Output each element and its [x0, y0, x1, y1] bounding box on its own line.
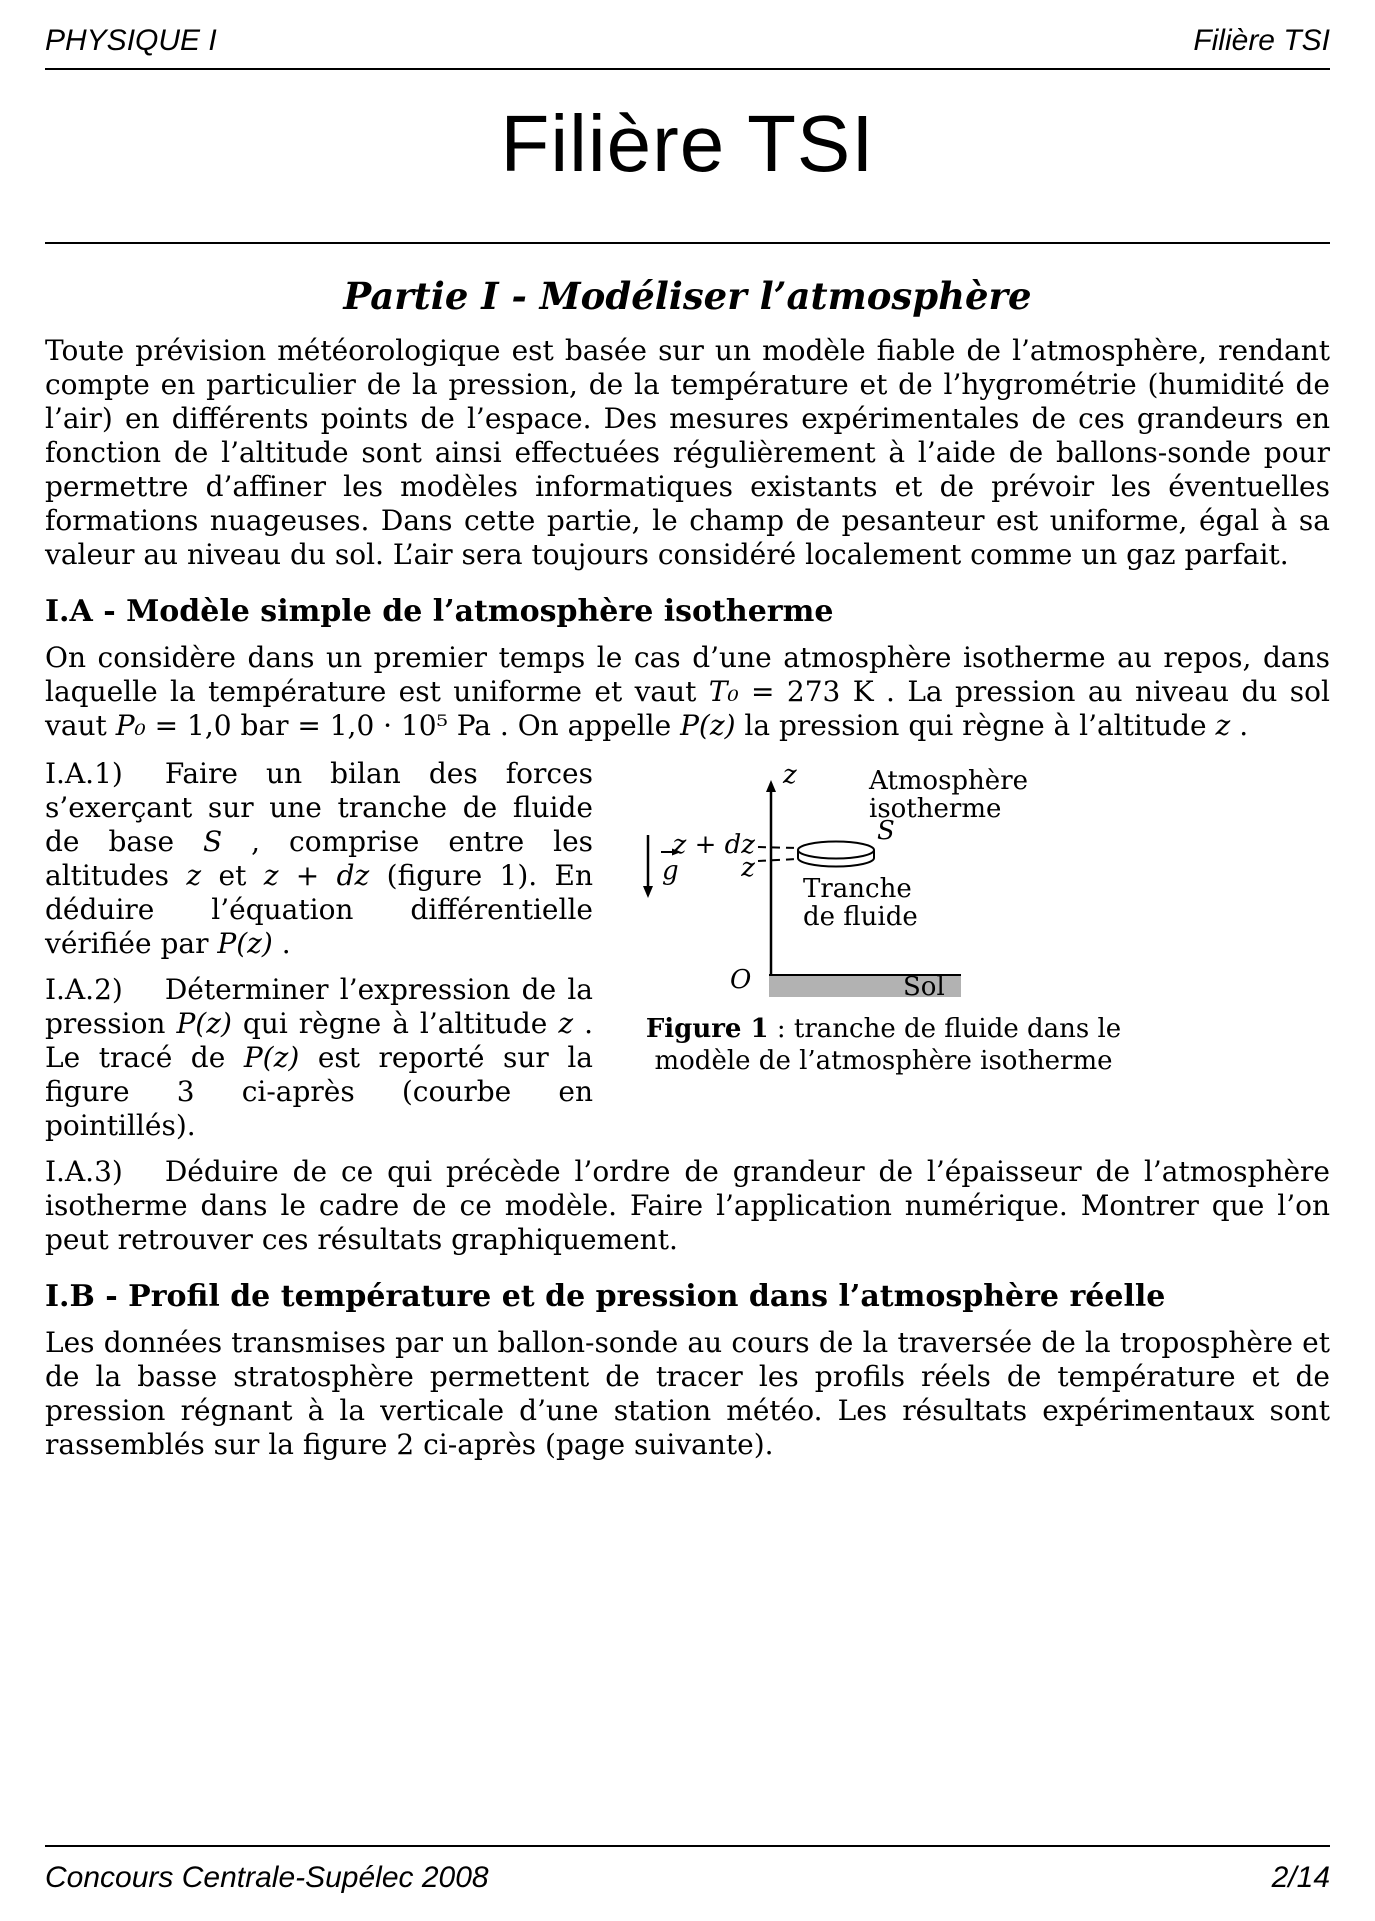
slice-label-line1: Tranche — [803, 874, 912, 904]
header-rule — [45, 68, 1330, 70]
header-track-label: Filière TSI — [1193, 24, 1330, 57]
gravity-label: g — [662, 856, 679, 886]
math-var-Pz: P(z) — [176, 1007, 232, 1040]
atmosphere-label-line1: Atmosphère — [869, 766, 1029, 796]
text-run: On considère dans un premier temps le cas d’une atmosphère isotherme au repos, dans laquelle la température est uniforme et vaut — [45, 641, 1330, 708]
text-run: est reporté sur la figure 3 ci-après (courbe en pointillés). — [45, 1041, 593, 1142]
section-ib-heading: I.B - Profil de température et de pression dans l’atmosphère réelle — [45, 1279, 1166, 1314]
math-var-P0: P₀ — [115, 709, 146, 742]
header-course-title: PHYSIQUE I — [45, 24, 217, 57]
running-header — [45, 24, 1330, 68]
math-var-T0: T₀ — [708, 675, 739, 708]
ground-label: Sol — [903, 972, 945, 1002]
text-run: Faire un bilan des forces s’exerçant sur une tranche de fluide de base — [45, 757, 593, 858]
text-run: , comprise entre les altitudes — [45, 825, 594, 892]
section-ib-paragraph: Les données transmises par un ballon-sonde au cours de la traversée de la troposphère et de la basse stratosphère permettent de tracer les profils réels de température et de pression régnant à la verticale d’une station météo. Les résultats expérimentaux sont rassemblés sur la figure 2 ci-après (page suivante). — [45, 1326, 1330, 1461]
math-var-Pz: P(z) — [243, 1041, 300, 1074]
math-var-z-plus-dz: z + dz — [263, 859, 370, 892]
math-var-Pz: P(z) — [680, 709, 736, 742]
math-var-z: z — [1215, 709, 1231, 742]
text-run: . Le tracé de — [45, 1007, 593, 1074]
footer-exam-title: Concours Centrale-Supélec 2008 — [45, 1861, 489, 1894]
lower-altitude-label: z — [741, 853, 755, 883]
footer-page-number: 2/14 — [1271, 1861, 1330, 1894]
slice-label-line2: de fluide — [803, 902, 918, 932]
figure-caption-text: : tranche de fluide dans le modèle de l’atmosphère isotherme — [654, 1014, 1122, 1076]
text-run: Déduire de ce qui précède l’ordre de grandeur de l’épaisseur de l’atmosphère isotherme dans le cadre de ce modèle. Faire l’application numérique. Montrer que l’on peut retrouver ces résultats graphiquement. — [45, 1155, 1330, 1256]
atmosphere-label-line2: isotherme — [869, 794, 1002, 824]
page-footer — [45, 1845, 1330, 1895]
question-ia2-paragraph — [45, 973, 593, 1143]
text-run: = 273 K . La pression au niveau du sol vaut — [45, 675, 1330, 742]
part-heading: Partie I - Modéliser l’atmosphère — [343, 274, 1032, 318]
math-var-Pz: P(z) — [217, 927, 273, 960]
figure-1-diagram — [631, 757, 1151, 1005]
z-axis-label: z — [783, 760, 797, 790]
title-rule — [45, 242, 1330, 244]
question-ia1-label: I.A.1) — [45, 757, 123, 790]
text-run: Déterminer l’expression de la pression — [45, 973, 593, 1040]
page-title: Filière TSI — [500, 99, 875, 188]
section-ia-intro-paragraph — [45, 641, 1330, 743]
text-run: la pression qui règne à l’altitude — [735, 709, 1216, 742]
question-ia2-label: I.A.2) — [45, 973, 123, 1006]
figure-caption-title: Figure 1 — [645, 1014, 769, 1044]
text-run: (figure 1). En déduire l’équation différentielle vérifiée par — [45, 859, 593, 960]
section-ia-heading: I.A - Modèle simple de l’atmosphère isotherme — [45, 594, 834, 629]
origin-label: O — [730, 965, 752, 995]
surface-label: S — [877, 816, 895, 846]
figure-1-block — [615, 757, 1330, 1143]
figure-1-caption — [631, 1013, 1136, 1077]
upper-altitude-leader-dashes — [758, 847, 797, 848]
math-var-S: S — [203, 825, 223, 858]
questions-column — [45, 757, 593, 1143]
text-run: et — [201, 859, 264, 892]
question-ia3-label: I.A.3) — [45, 1155, 123, 1188]
text-run: . — [1230, 709, 1249, 742]
question-ia1-paragraph — [45, 757, 593, 961]
text-run: qui règne à l’altitude — [231, 1007, 559, 1040]
text-run: . — [272, 927, 291, 960]
fluid-slice-top — [798, 842, 874, 859]
two-column-section — [45, 757, 1330, 1143]
math-var-z: z — [186, 859, 202, 892]
lower-altitude-leader-dashes — [758, 859, 797, 861]
math-var-z: z — [558, 1007, 574, 1040]
part-intro-paragraph: Toute prévision météorologique est basée sur un modèle fiable de l’atmosphère, rendant compte en particulier de la pression, de la température et de l’hygrométrie (humidité de l’air) en différents points de l’espace. Des mesures expérimentales de ces grandeurs en fonction de l’altitude sont ainsi effectuées régulièrement à l’aide de ballons-sonde pour permettre d’affiner les modèles informatiques existants et de prévoir les éventuelles formations nuageuses. Dans cette partie, le champ de pesanteur est uniforme, égal à sa valeur au niveau du sol. L’air sera toujours considéré localement comme un gaz parfait. — [45, 334, 1330, 571]
upper-altitude-label: z + dz — [672, 830, 755, 860]
text-run: = 1,0 bar = 1,0 · 10⁵ Pa . On appelle — [145, 709, 681, 742]
question-ia3-paragraph — [45, 1155, 1330, 1257]
